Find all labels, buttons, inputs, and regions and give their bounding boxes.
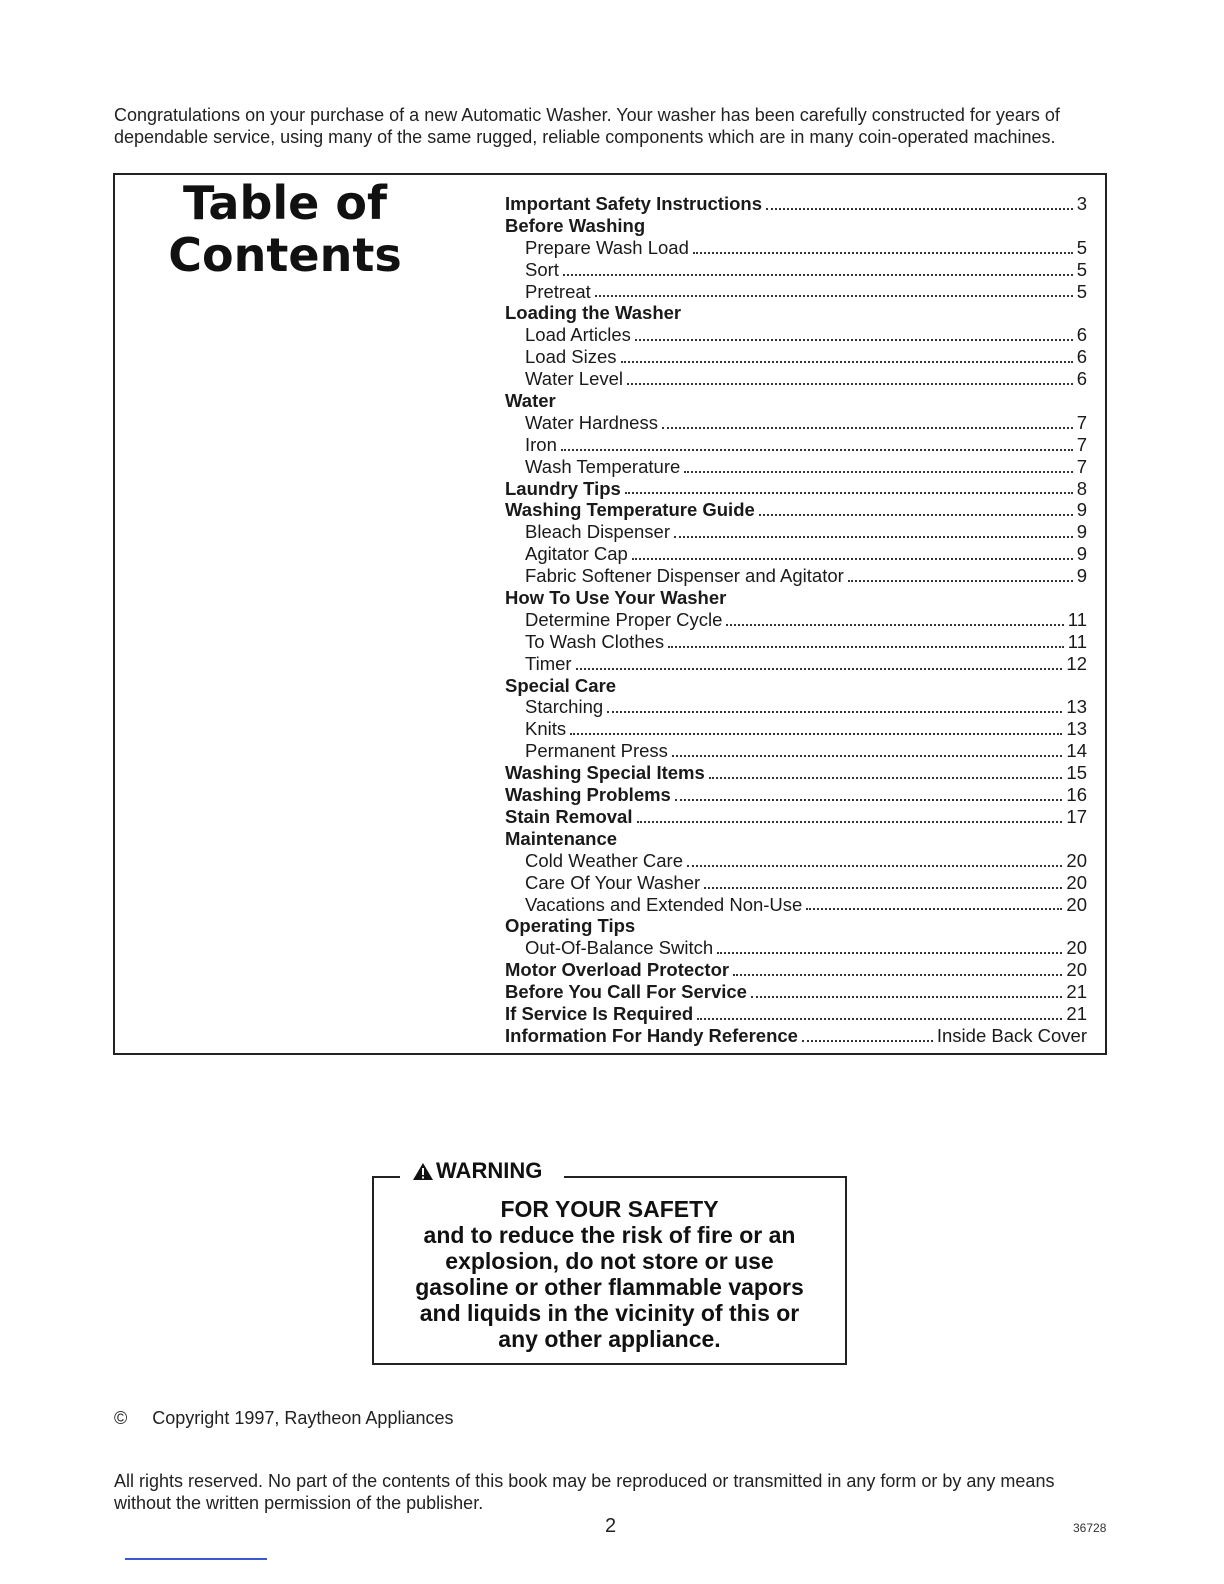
toc-entry-page: 17	[1066, 805, 1087, 827]
toc-entry-page: 11	[1067, 630, 1087, 652]
toc-heading-line1: Table of	[182, 176, 387, 230]
toc-entry-title: Maintenance	[505, 827, 618, 849]
dot-leader	[561, 449, 1073, 451]
toc-entry-title: Washing Temperature Guide	[505, 499, 755, 521]
toc-entry	[505, 1003, 1087, 1025]
toc-entry-title: Sort	[525, 258, 559, 280]
dot-leader	[709, 777, 1063, 779]
copyright-symbol: ©	[114, 1408, 128, 1428]
copyright-line	[114, 1408, 453, 1429]
toc-entry-title: Out-Of-Balance Switch	[525, 937, 714, 959]
toc-entry-title: Water Hardness	[525, 411, 658, 433]
toc-entry-page: 9	[1076, 521, 1087, 543]
toc-entry-page: 9	[1076, 543, 1087, 565]
toc-entry	[505, 478, 1087, 500]
toc-entry-title: To Wash Clothes	[525, 630, 665, 652]
toc-entry-title: Prepare Wash Load	[525, 236, 689, 258]
toc-entry	[505, 675, 1087, 697]
toc-entry-page: 21	[1066, 1002, 1087, 1024]
dot-leader	[621, 361, 1073, 363]
dot-leader	[684, 471, 1072, 473]
toc-entry	[505, 499, 1087, 521]
toc-entry-title: Wash Temperature	[525, 455, 681, 477]
toc-entry-title: Water	[505, 390, 556, 412]
toc-entry-page: 5	[1076, 258, 1087, 280]
toc-entry-title: Starching	[525, 696, 604, 718]
toc-entry-page: 21	[1066, 981, 1087, 1003]
toc-entry-page: 9	[1076, 499, 1087, 521]
toc-entry	[505, 718, 1087, 740]
dot-leader	[704, 887, 1062, 889]
document-code: 36728	[1073, 1521, 1107, 1535]
toc-entry-page: 14	[1066, 740, 1087, 762]
toc-entry	[505, 346, 1087, 368]
dot-leader	[687, 865, 1062, 867]
toc-entry-page: 20	[1066, 871, 1087, 893]
warning-title-text: WARNING	[436, 1158, 543, 1183]
toc-entry-title: Load Articles	[525, 324, 631, 346]
toc-entry-page: 5	[1076, 280, 1087, 302]
toc-entry	[505, 762, 1087, 784]
dot-leader	[675, 799, 1063, 801]
toc-entry-title: Motor Overload Protector	[505, 959, 730, 981]
dot-leader	[662, 427, 1073, 429]
dot-leader	[576, 668, 1063, 670]
dot-leader	[607, 711, 1062, 713]
intro-paragraph: Congratulations on your purchase of a new Automatic Washer. Your washer has been carefully constructed for years of dependable service, using many of the same rugged, reliable components which are in many coin-operated machines.	[114, 105, 1060, 147]
dot-leader	[759, 514, 1073, 516]
toc-entry	[505, 806, 1087, 828]
toc-entry	[505, 981, 1087, 1003]
toc-entry-title: Knits	[525, 718, 567, 740]
toc-entry	[505, 740, 1087, 762]
toc-entry-title: Fabric Softener Dispenser and Agitator	[525, 565, 844, 587]
toc-entry-page: 13	[1066, 696, 1087, 718]
warning-title	[402, 1158, 552, 1184]
toc-entry-title: Care Of Your Washer	[525, 871, 701, 893]
toc-entry-page: 6	[1076, 346, 1087, 368]
rights-statement: All rights reserved. No part of the contents of this book may be reproduced or transmitted in any form or by any means without the written permission of the publisher.	[114, 1471, 1055, 1513]
toc-entry	[505, 1025, 1087, 1047]
dot-leader	[751, 996, 1062, 998]
toc-entry-page: 9	[1076, 565, 1087, 587]
toc-entry	[505, 609, 1087, 631]
toc-entry-title: Cold Weather Care	[525, 849, 684, 871]
toc-entry-title: Before You Call For Service	[505, 981, 747, 1003]
toc-entry-title: Before Washing	[505, 214, 646, 236]
dot-leader	[802, 1040, 933, 1042]
toc-entry-title: Timer	[525, 652, 572, 674]
toc-entry-page: 13	[1066, 718, 1087, 740]
toc-entry	[505, 521, 1087, 543]
dot-leader	[637, 821, 1063, 823]
toc-entry-title: Pretreat	[525, 280, 591, 302]
toc-entry	[505, 368, 1087, 390]
toc-entry	[505, 215, 1087, 237]
toc-entry-page: Inside Back Cover	[936, 1024, 1087, 1046]
toc-entry	[505, 850, 1087, 872]
toc-entry-title: Load Sizes	[525, 346, 617, 368]
toc-entry-page: 20	[1066, 849, 1087, 871]
toc-entry-title: Bleach Dispenser	[525, 521, 670, 543]
toc-entry	[505, 828, 1087, 850]
toc-entry-title: Determine Proper Cycle	[525, 608, 723, 630]
toc-entry-page: 12	[1066, 652, 1087, 674]
dot-leader	[668, 646, 1064, 648]
toc-entry-page: 7	[1076, 433, 1087, 455]
toc-entry-title: Iron	[525, 433, 557, 455]
warning-line: FOR YOUR SAFETY	[500, 1196, 719, 1222]
toc-entry-page: 11	[1067, 608, 1087, 630]
dot-leader	[697, 1018, 1062, 1020]
toc-entry-page: 6	[1076, 324, 1087, 346]
toc-entry	[505, 237, 1087, 259]
dot-leader	[672, 755, 1062, 757]
dot-leader	[635, 339, 1073, 341]
toc-entry-title: Stain Removal	[505, 805, 633, 827]
toc-entry-title: Vacations and Extended Non-Use	[525, 893, 803, 915]
toc-entry-page: 8	[1076, 477, 1087, 499]
dot-leader	[625, 492, 1073, 494]
toc-entry	[505, 565, 1087, 587]
toc-list	[505, 193, 1087, 1047]
toc-entry-title: Permanent Press	[525, 740, 668, 762]
dot-leader	[595, 295, 1073, 297]
toc-entry-title: Loading the Washer	[505, 302, 682, 324]
toc-entry-title: If Service Is Required	[505, 1002, 694, 1024]
toc-heading	[155, 177, 415, 281]
toc-entry	[505, 587, 1087, 609]
toc-entry-title: Washing Problems	[505, 784, 671, 806]
page-number: 2	[605, 1515, 617, 1537]
toc-entry	[505, 959, 1087, 981]
warning-line: gasoline or other flammable vapors	[415, 1274, 804, 1300]
toc-entry-title: Washing Special Items	[505, 762, 705, 784]
toc-entry	[505, 193, 1087, 215]
dot-leader	[766, 208, 1073, 210]
toc-entry	[505, 894, 1087, 916]
toc-entry	[505, 456, 1087, 478]
table-of-contents	[113, 173, 1107, 1055]
toc-entry-page: 7	[1076, 411, 1087, 433]
warning-triangle-icon	[412, 1162, 434, 1181]
toc-entry-page: 20	[1066, 893, 1087, 915]
toc-entry-page: 6	[1076, 368, 1087, 390]
warning-line: and to reduce the risk of fire or an	[423, 1222, 796, 1248]
dot-leader	[632, 558, 1073, 560]
toc-entry-page: 16	[1066, 784, 1087, 806]
dot-leader	[726, 624, 1063, 626]
toc-entry-title: Laundry Tips	[505, 477, 621, 499]
dot-leader	[806, 908, 1062, 910]
toc-entry	[505, 390, 1087, 412]
toc-entry-page: 20	[1066, 959, 1087, 981]
dot-leader	[733, 974, 1062, 976]
toc-heading-line2: Contents	[168, 228, 402, 282]
warning-box	[372, 1158, 847, 1365]
dot-leader	[627, 383, 1073, 385]
toc-entry-title: Important Safety Instructions	[505, 193, 762, 214]
toc-entry	[505, 784, 1087, 806]
warning-line: and liquids in the vicinity of this or	[419, 1300, 800, 1326]
toc-entry-title: Agitator Cap	[525, 543, 628, 565]
toc-entry	[505, 653, 1087, 675]
toc-entry-page: 20	[1066, 937, 1087, 959]
warning-text	[374, 1196, 845, 1352]
warning-line: explosion, do not store or use	[445, 1248, 774, 1274]
toc-entry	[505, 434, 1087, 456]
toc-entry	[505, 543, 1087, 565]
dot-leader	[674, 536, 1073, 538]
toc-entry	[505, 259, 1087, 281]
toc-entry-page: 3	[1076, 193, 1087, 214]
dot-leader	[570, 733, 1062, 735]
toc-entry	[505, 696, 1087, 718]
toc-entry	[505, 324, 1087, 346]
toc-entry-title: How To Use Your Washer	[505, 587, 727, 609]
toc-entry-title: Operating Tips	[505, 915, 636, 937]
toc-entry	[505, 412, 1087, 434]
dot-leader	[717, 952, 1062, 954]
toc-entry	[505, 302, 1087, 324]
dot-leader	[848, 580, 1073, 582]
warning-line: any other appliance.	[498, 1326, 721, 1352]
toc-entry-page: 15	[1066, 762, 1087, 784]
toc-entry-title: Special Care	[505, 674, 617, 696]
copyright-text: Copyright 1997, Raytheon Appliances	[152, 1408, 454, 1428]
toc-entry-title: Information For Handy Reference	[505, 1024, 798, 1046]
toc-entry	[505, 915, 1087, 937]
toc-entry	[505, 937, 1087, 959]
dot-leader	[563, 274, 1073, 276]
toc-entry	[505, 872, 1087, 894]
toc-entry-page: 5	[1076, 236, 1087, 258]
toc-entry	[505, 281, 1087, 303]
toc-entry-page: 7	[1076, 455, 1087, 477]
toc-entry	[505, 631, 1087, 653]
footer-divider	[125, 1558, 267, 1560]
dot-leader	[693, 252, 1073, 254]
toc-entry-title: Water Level	[525, 368, 624, 390]
